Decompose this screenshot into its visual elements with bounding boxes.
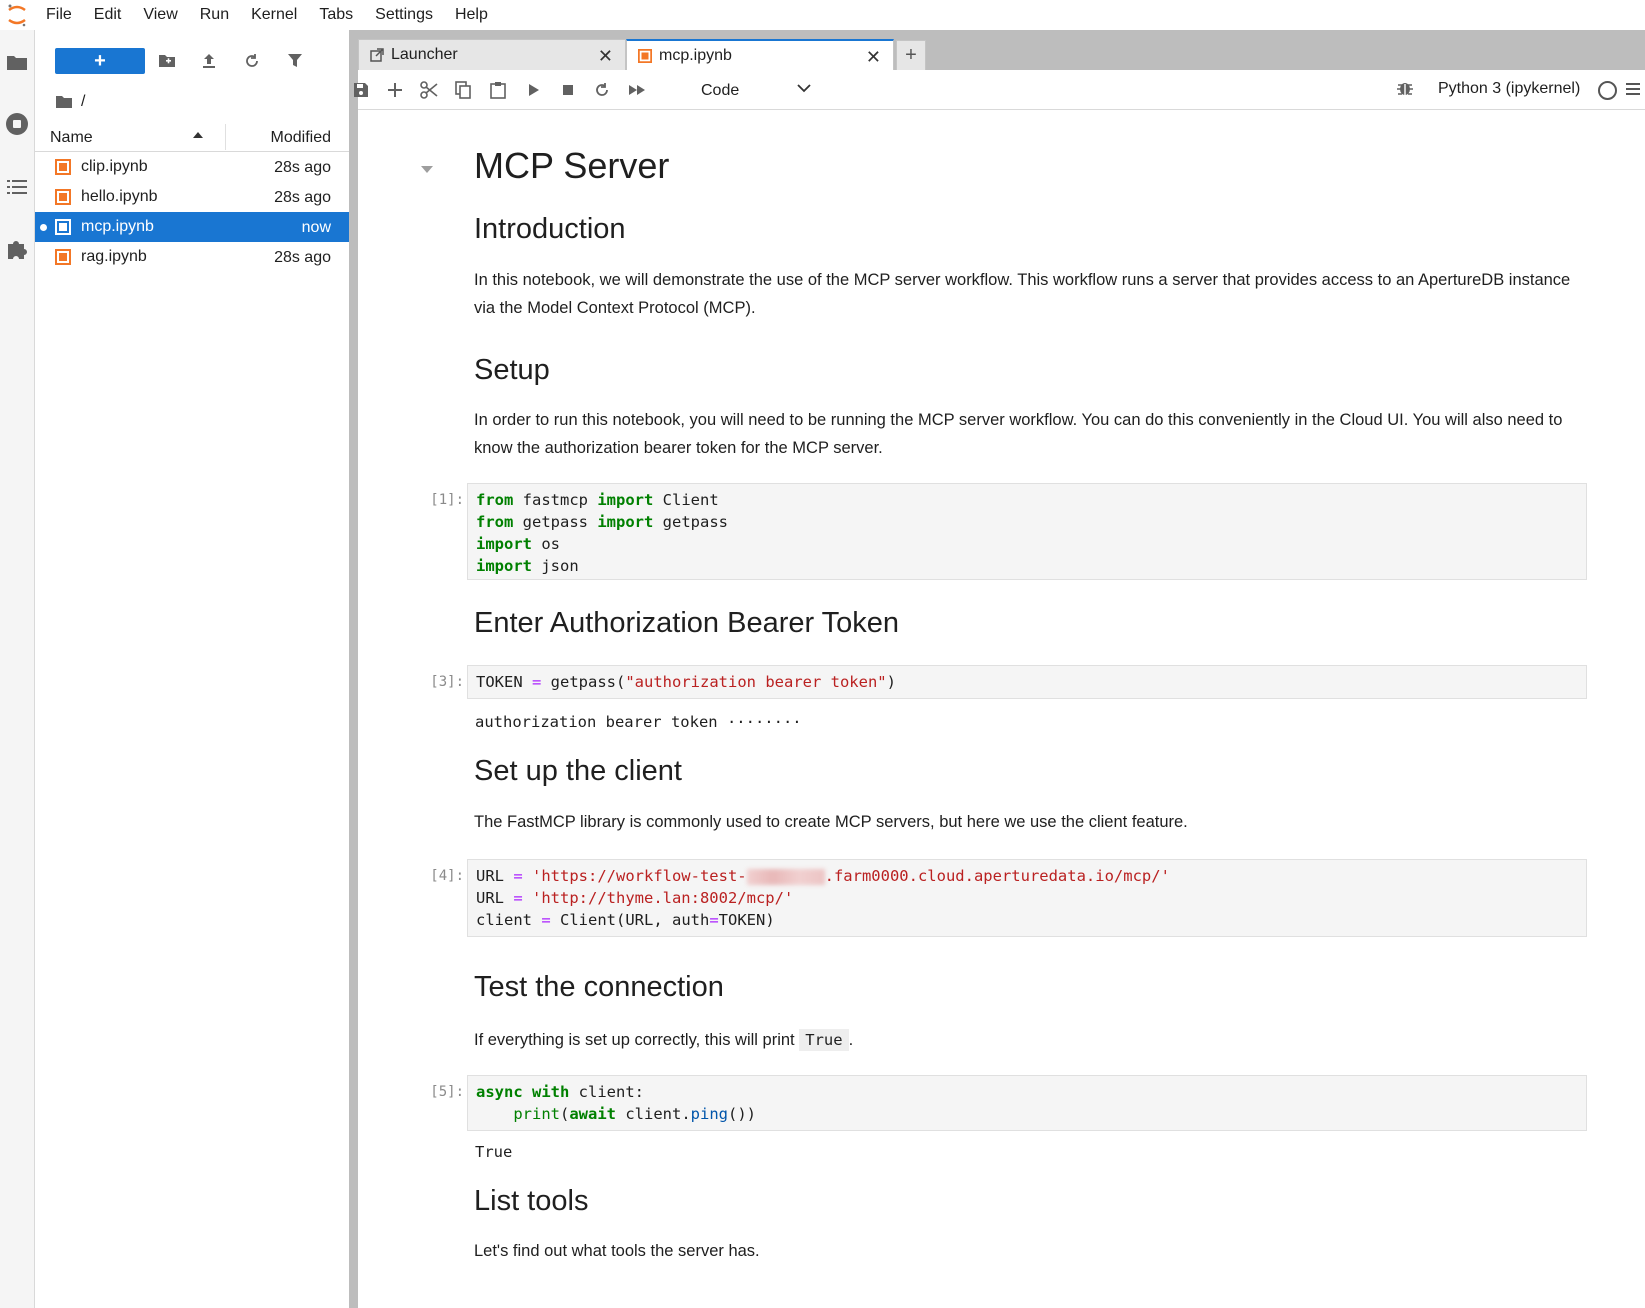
- redacted-text: [747, 869, 825, 885]
- file-browser-panel: [35, 30, 349, 1308]
- run-button[interactable]: [522, 78, 546, 102]
- cell-type-select[interactable]: [701, 79, 811, 103]
- folder-icon[interactable]: [55, 95, 73, 109]
- file-name: rag.ipynb: [81, 248, 147, 265]
- file-item-mcp[interactable]: [35, 212, 349, 242]
- menu-icon: [1626, 82, 1640, 96]
- column-name[interactable]: Name: [50, 129, 93, 146]
- bug-icon: [1396, 79, 1414, 97]
- folder-icon: [6, 53, 28, 71]
- paste-button[interactable]: [486, 78, 510, 102]
- file-modified: 28s ago: [274, 159, 331, 176]
- puzzle-piece-icon: [6, 238, 28, 260]
- stop-icon: [562, 84, 574, 96]
- new-launcher-button[interactable]: +: [55, 48, 145, 74]
- column-divider[interactable]: [225, 124, 226, 150]
- stop-circle-icon: [5, 112, 29, 136]
- file-list: [35, 152, 349, 272]
- menu-edit[interactable]: Edit: [93, 6, 122, 23]
- heading-token: Enter Authorization Bearer Token: [474, 607, 900, 639]
- setup-paragraph: In order to run this notebook, you will need to be running the MCP server workflow. You can do this conveniently in the Cloud UI. You will also need to know the authorization bearer token for the MCP server.: [474, 411, 1563, 457]
- tab-mcp-notebook[interactable]: [626, 39, 894, 70]
- file-item-clip[interactable]: [35, 152, 349, 182]
- heading-client: Set up the client: [474, 755, 682, 787]
- kernel-name[interactable]: Python 3 (ipykernel): [1438, 80, 1581, 97]
- upload-button[interactable]: [197, 49, 221, 73]
- jupyter-logo-icon: [0, 0, 34, 30]
- tab-launcher[interactable]: [358, 39, 626, 70]
- cell-output-ping[interactable]: True: [475, 1143, 513, 1161]
- code-cell-token[interactable]: TOKEN = getpass("authorization bearer token"): [467, 665, 1587, 699]
- kernel-status-idle-icon: [1598, 81, 1617, 100]
- collapse-heading-icon[interactable]: [420, 165, 434, 175]
- notebook-toolbar: [358, 70, 1645, 110]
- file-browser-toggle[interactable]: [0, 42, 34, 82]
- tab-label: Launcher: [391, 46, 458, 63]
- breadcrumb: [55, 90, 85, 114]
- menu-help[interactable]: Help: [454, 6, 488, 23]
- notebook-title: MCP Server: [474, 145, 670, 186]
- activity-bar: [0, 30, 35, 1308]
- running-sessions-toggle[interactable]: [0, 104, 34, 144]
- file-modified: 28s ago: [274, 189, 331, 206]
- menu-run[interactable]: Run: [199, 6, 230, 23]
- menu-settings[interactable]: Settings: [375, 6, 433, 23]
- restart-button[interactable]: [590, 78, 614, 102]
- panel-splitter[interactable]: [349, 30, 358, 1308]
- notebook-file-icon: [55, 249, 71, 265]
- fast-forward-icon: [628, 84, 646, 96]
- list-icon: [7, 179, 27, 195]
- file-item-rag[interactable]: [35, 242, 349, 272]
- close-icon[interactable]: ✕: [597, 46, 613, 66]
- play-icon: [528, 83, 540, 97]
- notebook-file-icon: [55, 159, 71, 175]
- cell-prompt: [5]:: [430, 1084, 464, 1100]
- cut-button[interactable]: [417, 78, 441, 102]
- menu-view[interactable]: View: [143, 6, 178, 23]
- main-area: [358, 30, 1645, 1308]
- code-cell-imports[interactable]: from fastmcp import Client from getpass import getpass import os import json: [467, 483, 1587, 580]
- client-paragraph: The FastMCP library is commonly used to create MCP servers, but here we use the client feature.: [474, 813, 1188, 831]
- filter-icon: [288, 54, 302, 68]
- insert-cell-button[interactable]: [383, 78, 407, 102]
- menu-bar: [0, 0, 1645, 30]
- file-list-header: [35, 122, 349, 152]
- scissors-icon: [420, 81, 438, 99]
- cell-type-value: Code: [701, 82, 740, 99]
- new-folder-icon: [158, 54, 176, 68]
- breadcrumb-path[interactable]: /: [81, 93, 86, 110]
- code-cell-client[interactable]: URL = 'https://workflow-test- .farm0000.cloud.aperturedata.io/mcp/' URL = 'http://thyme.lan:8002/mcp/' client = Client(URL, auth=TOKEN): [467, 859, 1587, 937]
- file-modified: now: [301, 219, 331, 236]
- table-of-contents-toggle[interactable]: [0, 167, 34, 207]
- notebook-file-icon: [55, 219, 71, 235]
- menu-kernel[interactable]: Kernel: [251, 6, 298, 23]
- kernel-menu-button[interactable]: [1626, 82, 1640, 101]
- cell-prompt: [3]:: [430, 674, 464, 690]
- column-modified[interactable]: Modified: [270, 129, 331, 146]
- intro-paragraph: In this notebook, we will demonstrate the use of the MCP server workflow. This workflow runs a server that provides access to an ApertureDB instance via the Model Context Protocol (MCP).: [474, 271, 1571, 317]
- copy-icon: [455, 81, 471, 99]
- tab-bar: [358, 30, 1645, 70]
- code-cell-ping[interactable]: async with client: print(await client.ping()): [467, 1075, 1587, 1131]
- file-browser-toolbar: [35, 45, 349, 77]
- notebook-file-icon: [55, 189, 71, 205]
- refresh-icon: [244, 53, 260, 69]
- tab-label: mcp.ipynb: [659, 46, 732, 64]
- clipboard-icon: [490, 81, 506, 99]
- extension-manager-toggle[interactable]: [0, 229, 34, 269]
- debugger-button[interactable]: [1396, 79, 1414, 102]
- chevron-down-icon: [797, 83, 811, 93]
- cell-prompt: [1]:: [430, 492, 464, 508]
- restart-run-all-button[interactable]: [625, 78, 649, 102]
- new-folder-button[interactable]: [155, 49, 179, 73]
- test-paragraph: If everything is set up correctly, this will print True .: [474, 1031, 854, 1049]
- running-indicator: [40, 224, 47, 231]
- heading-test: Test the connection: [474, 971, 724, 1003]
- file-name: hello.ipynb: [81, 188, 158, 205]
- launcher-icon: [370, 48, 384, 62]
- close-icon[interactable]: ✕: [865, 47, 881, 67]
- save-icon: [353, 82, 369, 98]
- upload-icon: [202, 53, 216, 69]
- cell-prompt: [4]:: [430, 868, 464, 884]
- file-name: mcp.ipynb: [81, 218, 154, 235]
- save-button[interactable]: [349, 78, 373, 102]
- interrupt-button[interactable]: [556, 78, 580, 102]
- file-modified: 28s ago: [274, 249, 331, 266]
- notebook-panel: [358, 111, 1645, 1308]
- copy-button[interactable]: [451, 78, 475, 102]
- menu-tabs[interactable]: Tabs: [319, 6, 354, 23]
- tools-paragraph: Let's find out what tools the server has.: [474, 1242, 760, 1260]
- refresh-icon: [594, 82, 610, 98]
- filter-button[interactable]: [283, 49, 307, 73]
- heading-list-tools: List tools: [474, 1185, 589, 1217]
- refresh-button[interactable]: [240, 49, 264, 73]
- add-icon: [388, 83, 402, 97]
- cell-output-token[interactable]: authorization bearer token ········: [475, 713, 802, 731]
- heading-setup: Setup: [474, 354, 550, 386]
- heading-introduction: Introduction: [474, 213, 626, 245]
- notebook-file-icon: [638, 49, 652, 63]
- sort-ascending-icon: [193, 131, 203, 139]
- file-name: clip.ipynb: [81, 158, 148, 175]
- file-item-hello[interactable]: [35, 182, 349, 212]
- new-tab-button[interactable]: +: [896, 40, 926, 70]
- menu-file[interactable]: File: [46, 6, 72, 23]
